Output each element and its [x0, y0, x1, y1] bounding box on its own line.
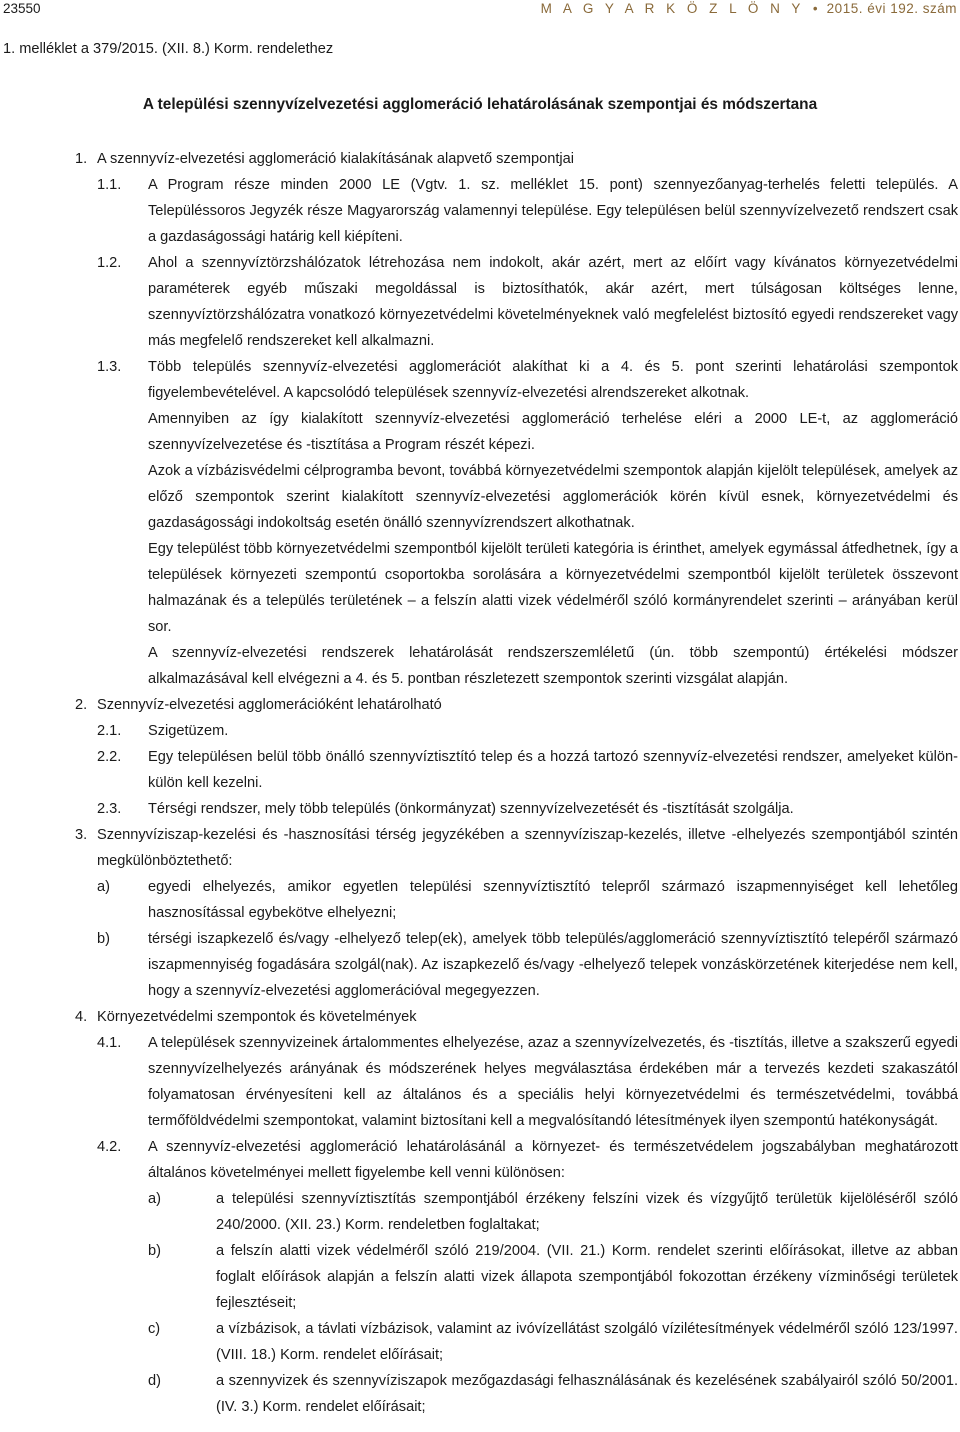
- section-number: 1.: [75, 151, 88, 167]
- section-2-1: [0, 718, 960, 744]
- document-title: A települési szennyvízelvezetési agglomeráció lehatárolásának szempontjai és módszertana: [142, 96, 818, 113]
- issue-number: 2015. évi 192. szám: [826, 1, 957, 16]
- section-4-2-d: [0, 1368, 960, 1420]
- section-number: 3.: [75, 827, 88, 843]
- page-number: 23550: [3, 1, 41, 16]
- section-number: 4.1.: [97, 1035, 122, 1051]
- section-number: 2.2.: [97, 749, 122, 765]
- paragraph: Amennyiben az így kialakított szennyvíz-elvezetési agglomeráció terhelése eléri a 2000 LE-t, az agglomeráció szennyvízelvezetése és -tisztítása a Program részét képezi.: [148, 411, 958, 453]
- section-1-1: [0, 172, 960, 250]
- section-4-1: [0, 1030, 960, 1134]
- item-letter: b): [97, 931, 110, 947]
- publication-info: [541, 0, 957, 18]
- item-text: a vízbázisok, a távlati vízbázisok, valamint az ivóvízellátást szolgáló vízilétesítmények védelméről szóló 123/1997. (VIII. 18.) Korm. rendelet előírásait;: [216, 1321, 958, 1363]
- section-number: 1.3.: [97, 359, 122, 375]
- section-4-2-a: [0, 1186, 960, 1238]
- item-letter: a): [148, 1191, 161, 1207]
- section-3-a: [0, 874, 960, 926]
- section-number: 2.1.: [97, 723, 122, 739]
- annex-reference: 1. melléklet a 379/2015. (XII. 8.) Korm. rendelethez: [3, 41, 334, 57]
- section-4: [0, 1004, 960, 1030]
- item-text: a települési szennyvíztisztítás szempontjából érzékeny felszíni vizek és vízgyűjtő területük kijelöléséről szóló 240/2000. (XII. 23.) Korm. rendeletben foglaltakat;: [216, 1191, 958, 1233]
- section-text: Több település szennyvíz-elvezetési agglomerációt alakíthat ki a 4. és 5. pont szerinti lehatárolási szempontok figyelembevételével. A kapcsolódó települések szennyvíz-elvezetési alrendszereket alkotnak.: [148, 359, 958, 401]
- section-4-2-b: [0, 1238, 960, 1316]
- section-2: [0, 692, 960, 718]
- section-number: 4.2.: [97, 1139, 122, 1155]
- section-4-2-c: [0, 1316, 960, 1368]
- paragraph: A szennyvíz-elvezetési rendszerek lehatárolását rendszerszemléletű (ún. több szempontú) értékelési módszer alkalmazásával kell elvégezni a 4. és 5. pontban részletezett szempontok szerinti vizsgálat alapján.: [148, 645, 958, 687]
- section-text: Ahol a szennyvíztörzshálózatok létrehozása nem indokolt, akár azért, mert az előírt vagy kívánatos környezetvédelmi paraméterek egyéb műszaki megoldással is biztosíthatók, akár azért, mert túlságosan költséges lenne, szennyvíztörzshálózatra vonatkozó környezetvédelmi követelményeknek való megfelelést biztosító egyedi rendszereket vagy más megfelelő rendszereket kell alkalmazni.: [148, 255, 958, 349]
- section-1-2: [0, 250, 960, 354]
- section-heading: A szennyvíz-elvezetési agglomeráció kialakításának alapvető szempontjai: [97, 151, 574, 167]
- bullet-separator: •: [812, 1, 819, 16]
- item-letter: a): [97, 879, 110, 895]
- section-3: [0, 822, 960, 874]
- section-text: A szennyvíz-elvezetési agglomeráció lehatárolásánál a környezet- és természetvédelem jogszabályban meghatározott általános követelményei mellett figyelembe kell venni különösen:: [148, 1139, 958, 1181]
- section-text: Térségi rendszer, mely több település (önkormányzat) szennyvízelvezetését és -tisztítását szolgálja.: [148, 801, 794, 817]
- section-heading: Szennyvíz-elvezetési agglomerációként lehatárolható: [97, 697, 442, 713]
- section-number: 1.2.: [97, 255, 122, 271]
- item-letter: b): [148, 1243, 161, 1259]
- paragraph: Azok a vízbázisvédelmi célprogramba bevont, továbbá környezetvédelmi szempontok alapján kijelölt települések, amelyek az előző szempontok szerint kialakított szennyvíz-elvezetési agglomerációk körén kívül esnek, környezetvédelmi és gazdaságossági indokoltság esetén önálló szennyvízrendszert alkothatnak.: [148, 463, 958, 531]
- section-1: [0, 146, 960, 172]
- section-text: Egy településen belül több önálló szennyvíztisztító telep és a hozzá tartozó szennyvíz-elvezetési rendszer, amelyeket külön-külön kell kezelni.: [148, 749, 958, 791]
- paragraph: Egy települést több környezetvédelmi szempontból kijelölt területi kategória is érinthet, amelyek egymással átfedhetnek, így a települések környezeti szempontú csoportokba sorolására a környezetvédelmi szempontból kijelölt területek összevont halmazának és a település területének – a felszín alatti vizek védelméről szóló kormányrendelet szerinti – arányában kerül sor.: [148, 541, 958, 635]
- section-2-3: [0, 796, 960, 822]
- document-body: [0, 146, 960, 1420]
- section-1-3: [0, 354, 960, 406]
- section-text: Szigetüzem.: [148, 723, 229, 739]
- page-header: [0, 0, 960, 26]
- section-4-2: [0, 1134, 960, 1186]
- section-text: A Program része minden 2000 LE (Vgtv. 1. sz. melléklet 15. pont) szennyezőanyag-terhelés feletti település. A Településsoros Jegyzék része Magyarország valamennyi települése. Egy településen belül szennyvízelvezető rendszert csak a gazdaságossági határig kell kiépíteni.: [148, 177, 958, 245]
- item-letter: c): [148, 1321, 161, 1337]
- section-number: 2.: [75, 697, 88, 713]
- section-number: 2.3.: [97, 801, 122, 817]
- item-letter: d): [148, 1373, 161, 1389]
- publication-name: M A G Y A R K Ö Z L Ö N Y: [540, 1, 805, 16]
- section-heading: Környezetvédelmi szempontok és követelmények: [97, 1009, 417, 1025]
- section-3-b: [0, 926, 960, 1004]
- item-text: térségi iszapkezelő és/vagy -elhelyező telep(ek), amelyek több település/agglomeráció szennyvíztisztító telepéről származó iszapmennyiség fogadására szolgál(nak). Az iszapkezelő és/vagy -elhelyező telepek vonzáskörzetének kiterjedése nem kell, hogy a szennyvíz-elvezetési agglomerációval megegyezzen.: [148, 931, 958, 999]
- item-text: egyedi elhelyezés, amikor egyetlen települési szennyvíztisztító telepről származó iszapmennyiséget kell lehetőleg hasznosítással egybekötve elhelyezni;: [148, 879, 958, 921]
- section-text: A települések szennyvizeinek ártalommentes elhelyezése, azaz a szennyvízelvezetés, és -tisztítás, illetve a szakszerű egyedi szennyvízelhelyezés arányának és módszerének helyes megválasztása érdekében már a tervezés kezdeti szakaszától folyamatosan érvényesíteni kell az általános és a speciális helyi környezetvédelmi és természetvédelmi, továbbá termőföldvédelmi szempontokat, valamint biztosítani kell a megvalósítandó létesítmények ilyen szempontú hatékonyságát.: [148, 1035, 958, 1129]
- item-text: a szennyvizek és szennyvíziszapok mezőgazdasági felhasználásának és kezelésének szabályairól szóló 50/2001. (IV. 3.) Korm. rendelet előírásait;: [216, 1373, 958, 1415]
- item-text: a felszín alatti vizek védelméről szóló 219/2004. (VII. 21.) Korm. rendelet szerinti előírásokat, illetve az abban foglalt előírások alapján a felszín alatti vizek állapota szempontjából fokozottan érzékeny vízminőségi területek fejlesztéseit;: [216, 1243, 958, 1311]
- section-number: 1.1.: [97, 177, 122, 193]
- section-text: Szennyvíziszap-kezelési és -hasznosítási térség jegyzékében a szennyvíziszap-kezelés, illetve -elhelyezés szempontjából szintén megkülönböztethető:: [97, 827, 958, 869]
- section-2-2: [0, 744, 960, 796]
- section-number: 4.: [75, 1009, 88, 1025]
